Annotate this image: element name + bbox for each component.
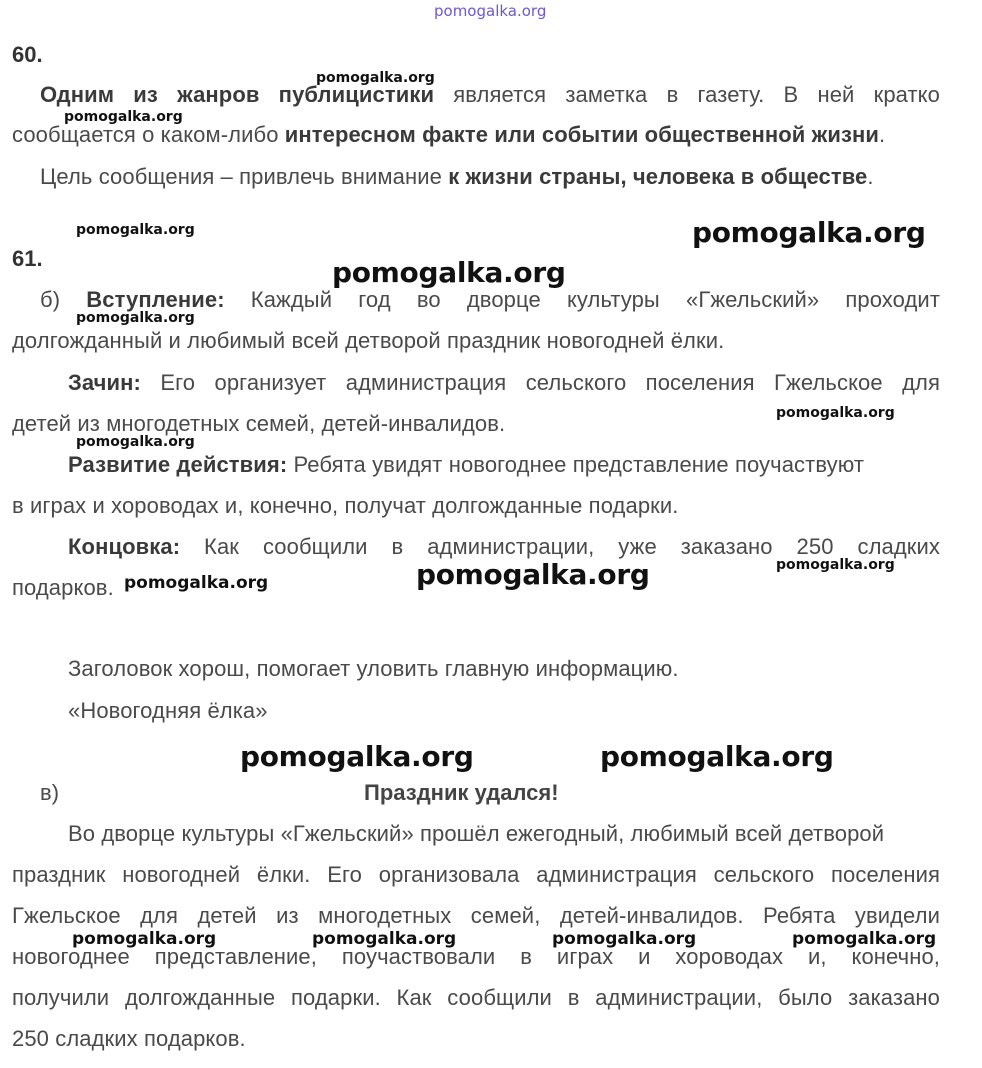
watermark: pomogalka.org xyxy=(76,434,195,450)
article-line-2: праздник новогодней ёлки. Его организовала администрация сельского поселения xyxy=(12,862,940,887)
watermark: pomogalka.org xyxy=(312,929,457,949)
article-line-5: получили долгожданные подарки. Как сообщили в администрации, было заказано xyxy=(12,985,940,1010)
watermark: pomogalka.org xyxy=(776,405,895,421)
article-title: Праздник удался! xyxy=(364,780,559,805)
watermark-large: pomogalka.org xyxy=(600,740,834,773)
watermark-large: pomogalka.org xyxy=(416,558,650,591)
watermark: pomogalka.org xyxy=(792,929,937,949)
watermark-large: pomogalka.org xyxy=(692,216,926,249)
article-line-1: Во дворце культуры «Гжельский» прошёл ежегодный, любимый всей детворой xyxy=(68,821,885,846)
article-line-6: 250 сладких подарков. xyxy=(12,1026,246,1051)
watermark: pomogalka.org xyxy=(776,557,895,573)
headline-comment: Заголовок хорош, помогает уловить главную информацию. xyxy=(68,656,679,681)
watermark: pomogalka.org xyxy=(552,929,697,949)
watermark: pomogalka.org xyxy=(316,70,435,86)
watermark: pomogalka.org xyxy=(124,573,269,593)
watermark: pomogalka.org xyxy=(76,310,195,326)
watermark-large: pomogalka.org xyxy=(332,256,566,289)
task-61-number: 61. xyxy=(12,246,43,271)
koncovka-line-2: подарков. xyxy=(12,575,114,600)
zachin-line-2: детей из многодетных семей, детей-инвалидов. xyxy=(12,411,506,436)
task-60-line-3: Цель сообщения – привлечь внимание к жизни страны, человека в обществе. xyxy=(40,164,874,189)
headline-quote: «Новогодняя ёлка» xyxy=(68,698,268,723)
intro-line-1: б) Вступление: Каждый год во дворце культуры «Гжельский» проходит xyxy=(40,287,940,312)
watermark: pomogalka.org xyxy=(64,109,183,125)
task-60-number: 60. xyxy=(12,42,43,67)
koncovka-line-1: Концовка: Как сообщили в администрации, уже заказано 250 сладких xyxy=(68,534,940,559)
zachin-line-1: Зачин: Его организует администрация сельского поселения Гжельское для xyxy=(68,370,940,395)
task-60-line-1: Одним из жанров публицистики является заметка в газету. В ней кратко xyxy=(40,82,940,107)
watermark: pomogalka.org xyxy=(72,929,217,949)
intro-line-2: долгожданный и любимый всей детворой праздник новогодней ёлки. xyxy=(12,328,725,353)
task-60-line-2: сообщается о каком-либо интересном факте или событии общественной жизни. xyxy=(12,122,886,147)
part-v-prefix: в) xyxy=(40,780,60,805)
article-line-4: новогоднее представление, поучаствовали в играх и хороводах и, конечно, xyxy=(12,944,940,969)
article-line-3: Гжельское для детей из многодетных семей, детей-инвалидов. Ребята увидели xyxy=(12,903,940,928)
watermark-large: pomogalka.org xyxy=(240,740,474,773)
razvitie-line-2: в играх и хороводах и, конечно, получат долгожданные подарки. xyxy=(12,493,679,518)
razvitie-line-1: Развитие действия: Ребята увидят новогоднее представление поучаствуют xyxy=(68,452,865,477)
watermark: pomogalka.org xyxy=(76,222,195,238)
watermark-top: pomogalka.org xyxy=(434,2,547,20)
